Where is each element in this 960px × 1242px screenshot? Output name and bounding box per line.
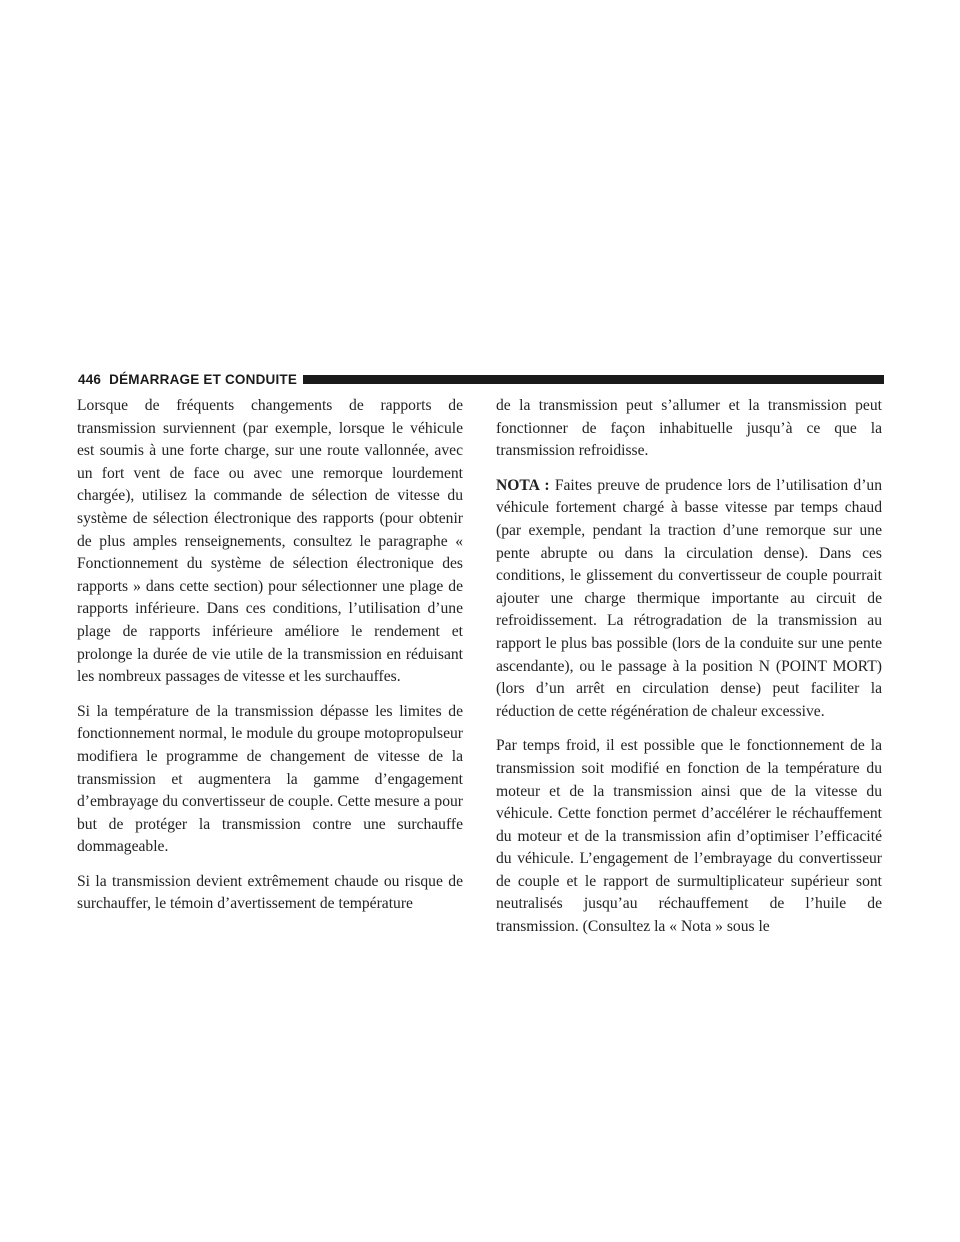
header-rule bbox=[303, 375, 884, 384]
right-column bbox=[496, 395, 882, 951]
note-paragraph bbox=[496, 475, 882, 724]
page-header bbox=[78, 370, 884, 388]
note-label: NOTA : bbox=[496, 476, 550, 494]
section-title: DÉMARRAGE ET CONDUITE bbox=[109, 371, 298, 387]
paragraph-overheat-continuation: de la transmission peut s’allumer et la transmission peut fonctionner de façon inhabituelle jusqu’à ce que la transmission refroidisse. bbox=[496, 397, 882, 460]
paragraph-frequent-shifts: Lorsque de fréquents changements de rapports de transmission surviennent (par exemple, lorsque le véhicule est soumis à une forte charge, sur une route vallonnée, avec un fort vent de face ou avec une remorque lourdement chargée), utilisez la commande de sélection de vitesse du système de sélection électronique des rapports (pour obtenir de plus amples renseignements, consultez le paragraphe « Fonctionnement du système de sélection électronique des rapports » dans cette section) pour sélectionner une plage de rapports inférieure. Dans ces conditions, l’utilisation d’une plage de rapports inférieure améliore le rendement et prolonge la durée de vie utile de la transmission en réduisant les nombreux passages de vitesse et les surchauffes. bbox=[77, 397, 463, 686]
paragraph-temperature-limits: Si la température de la transmission dépasse les limites de fonctionnement normal, le module du groupe motopropulseur modifiera le programme de changement de vitesse de la transmission et augmentera la gamme d’engagement d’embrayage du convertisseur de couple. Cette mesure a pour but de protéger la transmission contre une surchauffe dommageable. bbox=[77, 702, 463, 856]
paragraph-overheat-warning: Si la transmission devient extrêmement chaude ou risque de surchauffer, le témoin d’avertissement de température bbox=[77, 872, 463, 913]
note-text: Faites preuve de prudence lors de l’utilisation d’un véhicule fortement chargé à basse vitesse par temps chaud (par exemple, pendant la traction d’une remorque sur une pente abrupte ou dans la circulation dense). Dans ces conditions, le glissement du convertisseur de couple pourrait ajouter une charge thermique importante au circuit de refroidissement. La rétrogradation de la transmission au rapport le plus bas possible (lors de la conduite sur une pente ascendante), ou le passage à la position N (POINT MORT) (lors d’un arrêt en circulation dense) peut faciliter la réduction de cette régénération de chaleur excessive. bbox=[496, 476, 882, 720]
left-column bbox=[77, 395, 463, 928]
paragraph-cold-weather: Par temps froid, il est possible que le fonctionnement de la transmission soit modifié en fonction de la température du moteur et de la transmission ainsi que de la vitesse du véhicule. Cette fonction permet d’accélérer le réchauffement du moteur et de la transmission afin d’optimiser l’efficacité du véhicule. L’engagement de l’embrayage du convertisseur de couple et le rapport de surmultiplicateur supérieur sont neutralisés jusqu’au réchauffement de l’huile de transmission. (Consultez la « Nota » sous le bbox=[496, 737, 882, 936]
page-number: 446 bbox=[78, 371, 102, 387]
